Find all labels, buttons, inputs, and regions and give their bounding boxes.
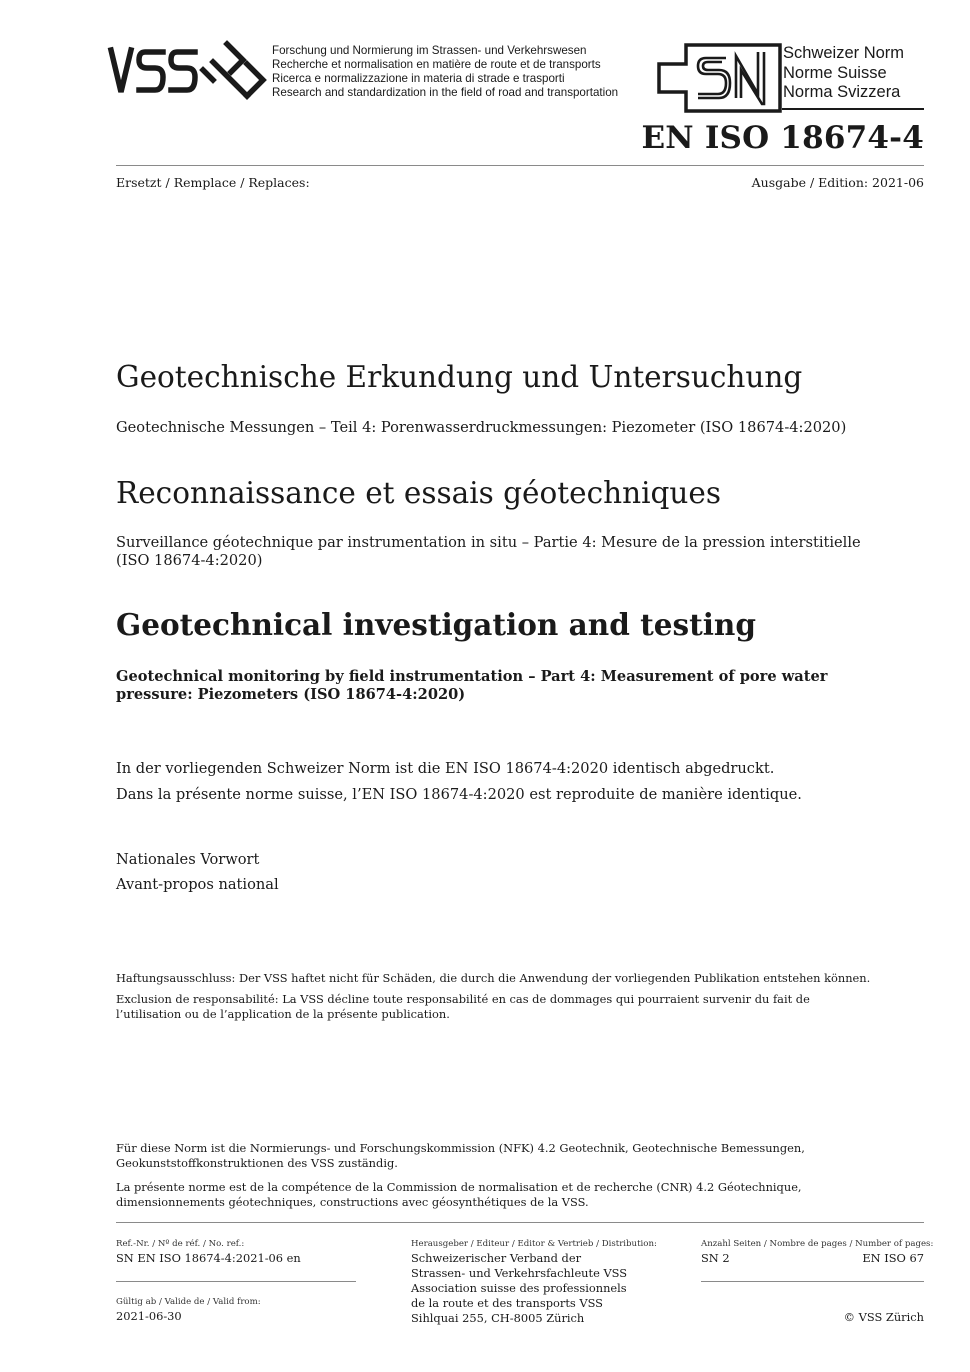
page-count-en: EN ISO 67 bbox=[862, 1251, 924, 1265]
vss-logo bbox=[107, 40, 267, 100]
replaces-label: Ersetzt / Remplace / Replaces: bbox=[116, 175, 310, 190]
reference-label: Ref.-Nr. / Nº de réf. / No. ref.: bbox=[116, 1239, 245, 1249]
vss-tagline bbox=[272, 44, 618, 100]
valid-from-label: Gültig ab / Valide de / Valid from: bbox=[116, 1297, 261, 1307]
identity-note-french: Dans la présente norme suisse, l’EN ISO 18674-4:2020 est reproduite de manière identique. bbox=[116, 786, 802, 803]
committee-french: La présente norme est de la compétence de la Commission de normalisation et de recherche (CNR) 4.2 Géotechnique, dimensionnements géotechniques, constructions avec géosynthétiques de la VSS. bbox=[116, 1180, 802, 1209]
footer-col1-divider bbox=[116, 1281, 356, 1282]
header-divider bbox=[116, 165, 924, 166]
subtitle-english: Geotechnical monitoring by field instrumentation – Part 4: Measurement of pore water pressure: Piezometers (ISO 18674-4:2020) bbox=[116, 668, 828, 703]
subtitle-french: Surveillance géotechnique par instrumentation in situ – Partie 4: Mesure de la pression interstitielle (ISO 18674-4:2020) bbox=[116, 534, 861, 569]
title-english: Geotechnical investigation and testing bbox=[116, 607, 756, 642]
valid-from-value: 2021-06-30 bbox=[116, 1309, 182, 1323]
sn-label bbox=[783, 44, 904, 103]
standard-number: EN ISO 18674-4 bbox=[641, 120, 924, 156]
identity-note-german: In der vorliegenden Schweizer Norm ist die EN ISO 18674-4:2020 identisch abgedruckt. bbox=[116, 760, 775, 777]
disclaimer-german: Haftungsausschluss: Der VSS haftet nicht für Schäden, die durch die Anwendung der vorliegenden Publikation entstehen können. bbox=[116, 971, 871, 985]
reference-value: SN EN ISO 18674-4:2021-06 en bbox=[116, 1251, 301, 1265]
footer-col3-divider bbox=[701, 1281, 924, 1282]
vss-tagline-de: Forschung und Normierung im Strassen- und Verkehrswesen bbox=[272, 44, 587, 57]
subtitle-german: Geotechnische Messungen – Teil 4: Porenwasserdruckmessungen: Piezometer (ISO 18674-4:2020) bbox=[116, 419, 847, 436]
vss-tagline-fr: Recherche et normalisation en matière de route et de transports bbox=[272, 58, 601, 71]
publisher-line: Association suisse des professionnels bbox=[411, 1281, 627, 1295]
publisher-line: de la route et des transports VSS bbox=[411, 1296, 603, 1310]
footer-divider bbox=[116, 1222, 924, 1223]
sn-underline bbox=[782, 108, 924, 110]
page-count-sn: SN 2 bbox=[701, 1251, 730, 1265]
title-french: Reconnaissance et essais géotechniques bbox=[116, 476, 722, 510]
sn-label-de: Schweizer Norm bbox=[783, 44, 905, 62]
foreword-french: Avant-propos national bbox=[116, 876, 279, 893]
edition-label: Ausgabe / Edition: 2021-06 bbox=[751, 175, 924, 190]
page-count-label: Anzahl Seiten / Nombre de pages / Number of pages: bbox=[701, 1239, 934, 1249]
disclaimer-french: Exclusion de responsabilité: La VSS décline toute responsabilité en cas de dommages qui pourraient survenir du fait de l’utilisation ou de l’application de la présente publication. bbox=[116, 992, 810, 1021]
publisher-line: Schweizerischer Verband der bbox=[411, 1251, 582, 1265]
vss-tagline-en: Research and standardization in the field of road and transportation bbox=[272, 86, 619, 99]
committee-german: Für diese Norm ist die Normierungs- und Forschungskommission (NFK) 4.2 Geotechnik, Geotechnische Bemessungen, Geokunststoffkonstruktionen des VSS zuständig. bbox=[116, 1141, 805, 1170]
publisher-line: Strassen- und Verkehrsfachleute VSS bbox=[411, 1266, 628, 1280]
foreword-german: Nationales Vorwort bbox=[116, 851, 260, 868]
title-german: Geotechnische Erkundung und Untersuchung bbox=[116, 360, 803, 394]
publisher-line: Sihlquai 255, CH-8005 Zürich bbox=[411, 1311, 585, 1325]
copyright: © VSS Zürich bbox=[843, 1310, 924, 1324]
publisher-label: Herausgeber / Editeur / Editor & Vertrieb / Distribution: bbox=[411, 1239, 657, 1249]
sn-label-fr: Norme Suisse bbox=[783, 63, 887, 82]
vss-tagline-it: Ricerca e normalizzazione in materia di strade e trasporti bbox=[272, 72, 565, 85]
sn-label-it: Norma Svizzera bbox=[783, 83, 901, 101]
sn-logo bbox=[656, 42, 784, 114]
publisher-address bbox=[411, 1251, 671, 1326]
